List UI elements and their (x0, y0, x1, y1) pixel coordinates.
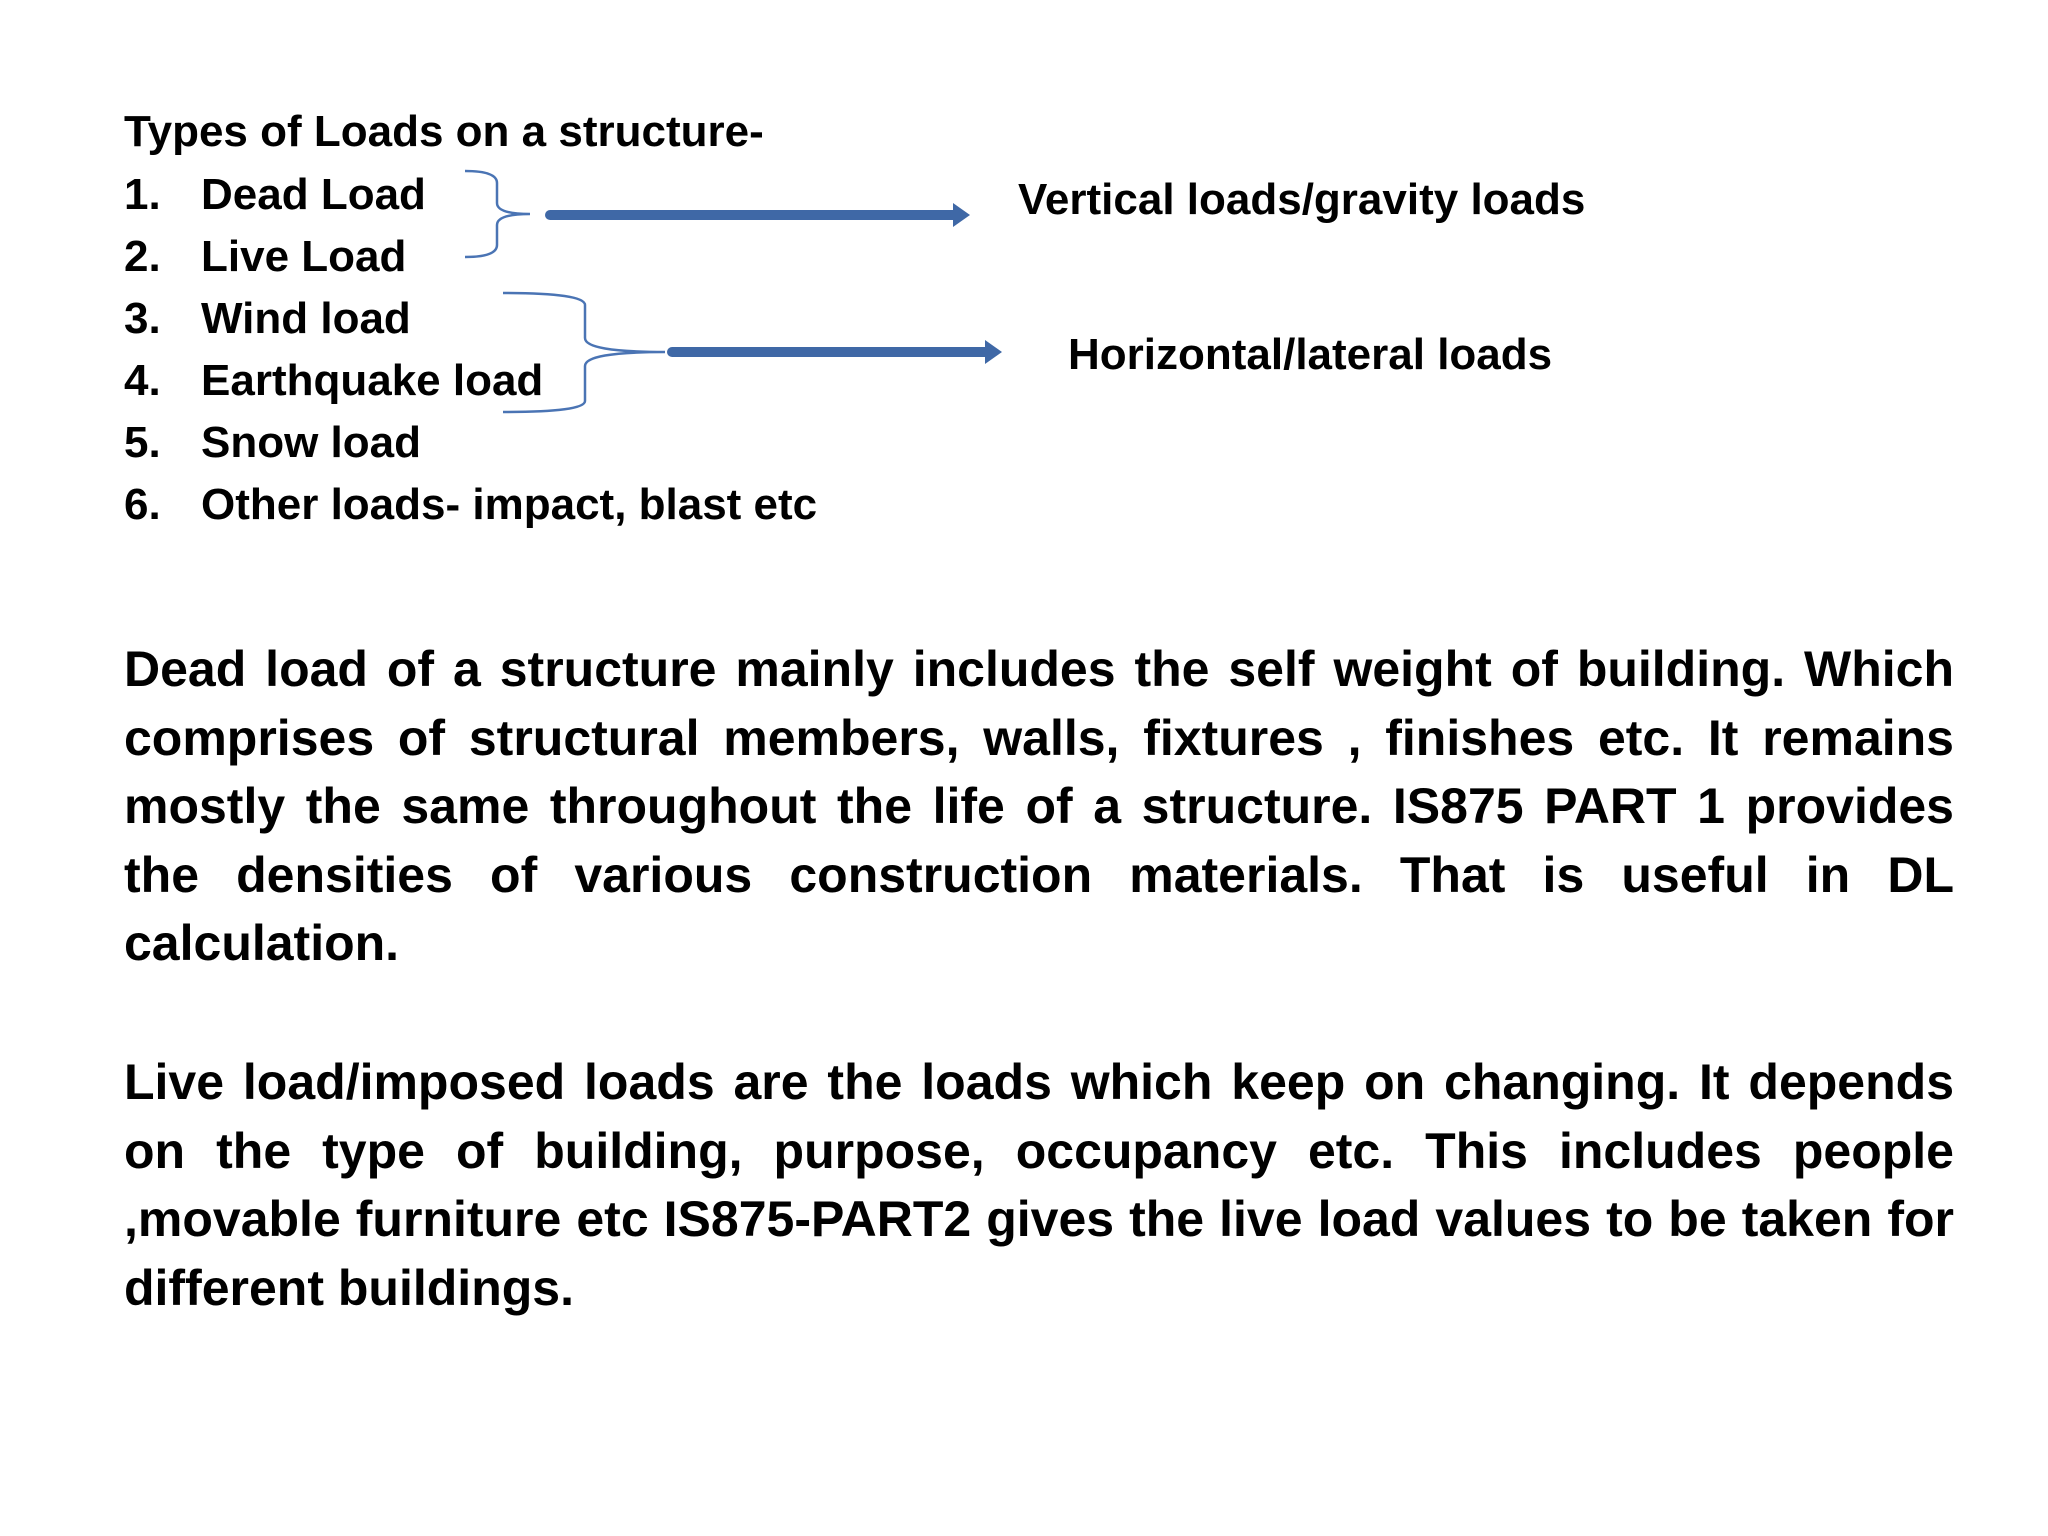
list-number: 5. (124, 418, 161, 467)
list-label: Other loads- impact, blast etc (201, 480, 818, 529)
dead-load-paragraph: Dead load of a structure mainly includes the self weight of building. Which comprises of structural members, walls, fixtures , finishes etc. It remains mostly the same throughout the life of a structure. IS875 PART 1 provides the densities of various construction materials. That is useful in DL calculation. (124, 641, 1954, 971)
list-label: Earthquake load (201, 356, 544, 405)
horizontal-group-arrow-head (985, 340, 1002, 364)
list-number: 6. (124, 480, 161, 529)
list-number: 2. (124, 232, 161, 281)
list-number: 4. (124, 356, 161, 405)
list-number: 1. (124, 170, 161, 219)
list-number: 3. (124, 294, 161, 343)
vertical-loads-label: Vertical loads/gravity loads (1018, 175, 1586, 224)
slide-heading: Types of Loads on a structure- (124, 107, 764, 156)
horizontal-group-brace (503, 293, 665, 412)
list-label: Dead Load (201, 170, 426, 219)
live-load-paragraph: Live load/imposed loads are the loads which keep on changing. It depends on the type of building, purpose, occupancy etc. This includes people ,movable furniture etc IS875-PART2 gives the live load values to be taken for different buildings. (124, 1054, 1954, 1316)
list-label: Wind load (201, 294, 411, 343)
vertical-group-arrow-head (953, 203, 970, 227)
list-label: Snow load (201, 418, 421, 467)
list-label: Live Load (201, 232, 407, 281)
horizontal-loads-label: Horizontal/lateral loads (1068, 330, 1553, 379)
vertical-group-brace (465, 171, 530, 257)
